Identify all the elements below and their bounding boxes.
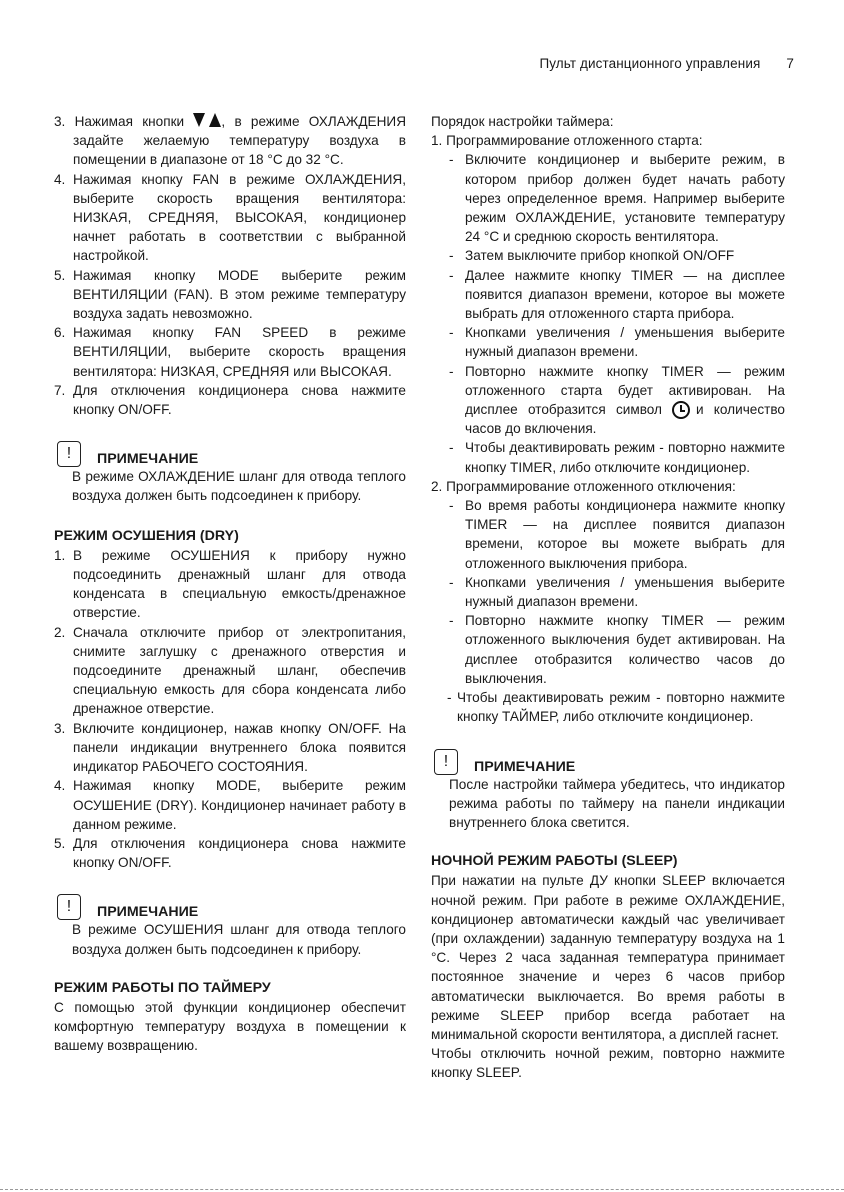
bullet-text: Далее нажмите кнопку TIMER — на дисплее появится диапазон времени, которое вы можете выбрать для отложенного старта прибора.: [465, 267, 785, 322]
down-arrow-icon: [193, 113, 205, 127]
note-1: [57, 441, 406, 467]
bullet: - Затем выключите прибор кнопкой ON/OFF: [431, 246, 785, 265]
timer-setup-title: Порядок настройки таймера:: [431, 114, 614, 129]
bullet-text: Во время работы кондиционера нажмите кнопку TIMER — на дисплее появится диапазон времени, которое вы можете выбрать для отложенного выключения прибора.: [465, 498, 785, 571]
dry4-text: Нажимая кнопку MODE, выберите режим ОСУШЕНИЕ (DRY). Кондиционер начинает работу в данном режиме.: [73, 778, 406, 832]
bullet: - Чтобы деактивировать режим - повторно нажмите кнопку TIMER, либо отключите кондиционер.: [431, 438, 785, 476]
bullet-text: Повторно нажмите кнопку TIMER — режим отложенного выключения будет активирован. На дисплее отобразится количество часов до выключения.: [465, 613, 785, 686]
timer-heading: РЕЖИМ РАБОТЫ ПО ТАЙМЕРУ: [54, 979, 271, 996]
dry-item-5: 5. Для отключения кондиционера снова нажмите кнопку ON/OFF.: [54, 834, 406, 872]
note-1-text: В режиме ОХЛАЖДЕНИЕ шланг для отвода теплого воздуха должен быть подсоединен к прибору.: [72, 469, 406, 504]
bullet: - Чтобы деактивировать режим - повторно нажмите кнопку ТАЙМЕР, либо отключите кондиционер.: [431, 688, 785, 726]
dry-item-3: 3. Включите кондиционер, нажав кнопку ON/OFF. На панели индикации внутреннего блока появится индикатор РАБОЧЕГО СОСТОЯНИЯ.: [54, 719, 406, 777]
up-arrow-icon: [209, 113, 221, 127]
list-item-3: [54, 112, 406, 170]
note-3-text: После настройки таймера убедитесь, что индикатор режима работы по таймеру на панели индикации внутреннего блока светится.: [449, 776, 785, 830]
exclamation-icon: !: [57, 894, 81, 920]
item5-text: Нажимая кнопку MODE выберите режим ВЕНТИЛЯЦИИ (FAN). В этом режиме температуру воздуха задать невозможно.: [73, 267, 406, 322]
list-item-5: 5. Нажимая кнопку MODE выберите режим ВЕНТИЛЯЦИИ (FAN). В этом режиме температуру воздуха задать невозможно.: [54, 266, 406, 324]
bullet: - Далее нажмите кнопку TIMER — на дисплее появится диапазон времени, которое вы можете выбрать для отложенного старта прибора.: [431, 266, 785, 324]
exclamation-icon: !: [434, 749, 458, 775]
note-label: ПРИМЕЧАНИЕ: [97, 904, 199, 921]
dry1-text: В режиме ОСУШЕНИЯ к прибору нужно подсоединить дренажный шланг для отвода конденсата в специальную емкость/дренажное отверстие.: [73, 547, 406, 621]
note-3: [434, 749, 785, 775]
dry2-text: Сначала отключите прибор от электропитания, снимите заглушку с дренажного отверстия и подсоедините дренажный шланг, обеспечив специальную емкость для сбора конденсата либо дренажное отверстие.: [73, 624, 406, 717]
sleep-text-2: Чтобы отключить ночной режим, повторно нажмите кнопку SLEEP.: [431, 1046, 785, 1081]
program-2-title: 2. Программирование отложенного отключения:: [431, 478, 736, 494]
bullet: - Повторно нажмите кнопку TIMER — режим отложенного выключения будет активирован. На дисплее отобразится количество часов до выключения.: [431, 611, 785, 688]
list-item-7: 7. Для отключения кондиционера снова нажмите кнопку ON/OFF.: [54, 381, 406, 419]
dry5-text: Для отключения кондиционера снова нажмите кнопку ON/OFF.: [73, 835, 406, 871]
note-2: [57, 894, 406, 920]
bullet-text: Включите кондиционер и выберите режим, в котором прибор должен будет начать работу через определенное время. Например выберите режим ОХЛАЖДЕНИЕ, установите температуру 24 °С и среднюю скорость вентилятора.: [465, 152, 785, 245]
item3-text-a: 3. Нажимая кнопки: [54, 114, 185, 129]
page-header: [539, 56, 794, 71]
dry3-text: Включите кондиционер, нажав кнопку ON/OFF. На панели индикации внутреннего блока появится индикатор РАБОЧЕГО СОСТОЯНИЯ.: [73, 720, 406, 775]
page-number: 7: [786, 56, 794, 71]
note-2-text: В режиме ОСУШЕНИЯ шланг для отвода теплого воздуха должен быть подсоединен к прибору.: [72, 922, 406, 957]
bullet-text-a: Повторно нажмите кнопку TIMER — режим отложенного старта будет активирован. На дисплее отобразится символ: [465, 363, 785, 418]
dry-item-4: 4. Нажимая кнопку MODE, выберите режим ОСУШЕНИЕ (DRY). Кондиционер начинает работу в данном режиме.: [54, 776, 406, 834]
bullet-text: [465, 362, 785, 439]
bullet: - Кнопками увеличения / уменьшения выберите нужный диапазон времени.: [431, 573, 785, 611]
timer-text: С помощью этой функции кондиционер обеспечит комфортную температуру воздуха в помещении к вашему возвращению.: [54, 999, 406, 1054]
bullet: - Повторно нажмите кнопку TIMER — режим отложенного старта будет активирован. На дисплее отобразится символ и количество часов до включения.: [431, 362, 785, 439]
note-label: ПРИМЕЧАНИЕ: [97, 451, 199, 468]
sleep-heading: НОЧНОЙ РЕЖИМ РАБОТЫ (SLEEP): [431, 853, 678, 870]
item6-text: Нажимая кнопку FAN SPEED в режиме ВЕНТИЛЯЦИИ, выберите скорость вращения вентилятора: НИЗКАЯ, СРЕДНЯЯ или ВЫСОКАЯ.: [73, 325, 406, 379]
header-title: Пульт дистанционного управления: [539, 56, 761, 71]
program-1-title: 1. Программирование отложенного старта:: [431, 133, 703, 149]
bullet-text: Кнопками увеличения / уменьшения выберите нужный диапазон времени.: [465, 325, 785, 360]
note-label: ПРИМЕЧАНИЕ: [474, 758, 576, 775]
timer-clock-icon: [672, 401, 690, 419]
item4-text: Нажимая кнопку FAN в режиме ОХЛАЖДЕНИЯ, выберите скорость вращения вентилятора: НИЗКАЯ, СРЕДНЯЯ, ВЫСОКАЯ, кондиционер начнет работать в соответствии с выбранной настройкой.: [73, 171, 406, 264]
item7-text: Для отключения кондиционера снова нажмите кнопку ON/OFF.: [73, 382, 406, 418]
list-item-6: 6. Нажимая кнопку FAN SPEED в режиме ВЕНТИЛЯЦИИ, выберите скорость вращения вентилятора: НИЗКАЯ, СРЕДНЯЯ или ВЫСОКАЯ.: [54, 323, 406, 381]
list-item-4: 4. Нажимая кнопку FAN в режиме ОХЛАЖДЕНИЯ, выберите скорость вращения вентилятора: НИЗКАЯ, СРЕДНЯЯ, ВЫСОКАЯ, кондиционер начнет работать в соответствии с выбранной настройкой.: [54, 170, 406, 266]
dry-item-1: 1. В режиме ОСУШЕНИЯ к прибору нужно подсоединить дренажный шланг для отвода конденсата в специальную емкость/дренажное отверстие.: [54, 546, 406, 623]
bullet-text: Чтобы деактивировать режим - повторно нажмите кнопку ТАЙМЕР, либо отключите кондиционер.: [457, 690, 785, 725]
item3-text-b: , в режиме ОХЛАЖДЕНИЯ задайте желаемую температуру воздуха в помещении в диапазоне от 18 °С до 32 °С.: [73, 114, 407, 168]
dry-item-2: 2. Сначала отключите прибор от электропитания, снимите заглушку с дренажного отверстия и подсоедините дренажный шланг, обеспечив специальную емкость для сбора конденсата либо дренажное отверстие.: [54, 623, 406, 719]
sleep-text-1: При нажатии на пульте ДУ кнопки SLEEP включается ночной режим. При работе в режиме ОХЛАЖДЕНИЕ, кондиционер автоматически каждый час увеличивает (при охлаждении) заданную температуру воздуха на 1 °С. Через 2 часа заданная температура принимает постоянное значение и через 6 часов прибор автоматически выключается. Во время работы в режиме SLEEP прибор всегда работает на минимальной скорости вентилятора, а дисплей гаснет.: [431, 873, 785, 1042]
bullet: - Во время работы кондиционера нажмите кнопку TIMER — на дисплее появится диапазон времени, которое вы можете выбрать для отложенного выключения прибора.: [431, 496, 785, 573]
bullet-text: Чтобы деактивировать режим - повторно нажмите кнопку TIMER, либо отключите кондиционер.: [465, 440, 785, 475]
dry-heading: РЕЖИМ ОСУШЕНИЯ (DRY): [54, 527, 239, 544]
bullet: - Кнопками увеличения / уменьшения выберите нужный диапазон времени.: [431, 323, 785, 361]
exclamation-icon: !: [57, 441, 81, 467]
bullet-text: Кнопками увеличения / уменьшения выберите нужный диапазон времени.: [465, 574, 785, 610]
bullet-text-b: и количество часов до включения.: [465, 402, 785, 437]
bottom-divider: [0, 1189, 844, 1190]
bullet: - Включите кондиционер и выберите режим, в котором прибор должен будет начать работу через определенное время. Например выберите режим ОХЛАЖДЕНИЕ, установите температуру 24 °С и среднюю скорость вентилятора.: [431, 150, 785, 246]
right-column: [431, 112, 785, 1083]
bullet-text: Затем выключите прибор кнопкой ON/OFF: [465, 248, 735, 264]
left-column: [54, 112, 406, 1056]
